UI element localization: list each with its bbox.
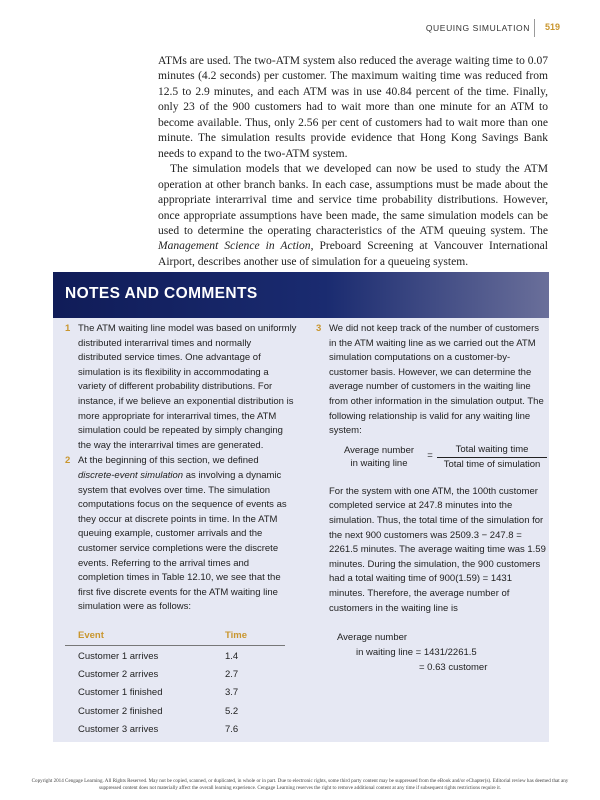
notes-header-band <box>53 272 549 318</box>
note-number: 2 <box>65 455 71 467</box>
event-cell: Customer 1 finished <box>78 687 163 699</box>
page-number: 519 <box>545 22 561 32</box>
header-divider <box>534 19 535 37</box>
note-text: We did not keep track of the number of customers in the ATM waiting line as we carried out the ATM simulation computations on a customer-by-customer basis. However, we can determine the average number of customers in the waiting line from other information in the simulation output. The following relationship is valid for any waiting line system: Average number in waiting line = $\frac{\text{Total waiting time}}{\text{Total time of simulation}}$ For the system with one ATM, the 100th customer completed service at 247.8 minutes into the simulation. Thus, the total time of the simulation for the next 900 customers was 2509.3 − 247.8 = 2261.5 minutes. The average waiting time was 1.59 minutes. During the simulation, the 900 customers had a total waiting time of 900(1.59) = 1431 minutes. Therefore, the average number of customers in the waiting line is Average number in waiting line = 1431/2261.5 = 0.63 customer <box>329 323 546 674</box>
note-item-1 <box>65 322 297 453</box>
column-header-time: Time <box>225 629 248 641</box>
book-section-title: Management Science in Action <box>158 240 311 253</box>
notes-left-column <box>65 322 297 737</box>
copyright-notice: Copyright 2014 Cengage Learning. All Rights Reserved. May not be copied, scanned, or duplicated, in whole or in part. Due to electronic rights, some third party content may be suppressed from the eBook and/or eChapter(s). Editorial review has deemed that any suppressed content does not materially affect the overall learning experience. Cengage Learning reserves the right to remove additional content at any time if subsequent rights restrictions require it. <box>31 778 569 791</box>
table-row <box>65 723 285 738</box>
fraction-denominator: Total time of simulation <box>443 458 541 470</box>
note-number: 1 <box>65 323 71 334</box>
note-item-3 <box>316 322 546 675</box>
fraction <box>437 443 547 471</box>
notes-title: NOTES AND COMMENTS <box>65 285 258 302</box>
average-calculation: Average number in waiting line = 1431/2261.5 = 0.63 customer <box>337 632 488 674</box>
events-table <box>65 629 285 738</box>
page-header <box>0 19 600 37</box>
notes-right-column <box>316 322 546 675</box>
table-header <box>65 629 285 647</box>
body-text <box>158 54 548 270</box>
column-header-event: Event <box>78 629 104 641</box>
time-cell: 3.7 <box>225 687 239 699</box>
table-row <box>65 668 285 683</box>
note-text-continued: For the system with one ATM, the 100th customer completed service at 247.8 minutes into the simulation. Thus, the total time of the simulation for the next 900 customers was 2509.3 − 247.8 = 2261.5 minutes. The average waiting time was 1.59 minutes. During the simulation, the 900 customers had a total waiting time of 900(1.59) = 1431 minutes. Therefore, the average number of customers in the waiting line is <box>329 485 546 614</box>
paragraph-1: ATMs are used. The two-ATM system also reduced the average waiting time to 0.07 minutes (4.2 seconds) per customer. The maximum waiting time was reduced from 12.5 to 2.9 minutes, and each ATM was in use 40.84 percent of the time. Finally, only 23 of the 900 customers had to wait more than one minute for an ATM to become available. Thus, only 2.56 per cent of customers had to wait more than one minute. The simulation results provide evidence that Hong Kong Savings Bank needs to expand to the two-ATM system. <box>158 55 548 160</box>
running-head: QUEUING SIMULATION <box>425 23 530 33</box>
waiting-line-formula: Average number in waiting line = $\frac{\text{Total waiting time}}{\text{Total time of simulation}}$ <box>335 443 547 471</box>
time-cell: 7.6 <box>225 723 239 735</box>
paragraph-2: The simulation models that we developed can now be used to study the ATM operation at other branch banks. In each case, assumptions must be made about the appropriate interarrival time and service time probability distributions. However, once appropriate assumptions have been made, the same simulation models can be used to determine the operating characteristics of the ATM queuing system. The Management Science in Action, Preboard Screening at Vancouver International Airport, describes another use of simulation for a queueing system. <box>158 163 548 268</box>
event-cell: Customer 2 arrives <box>78 669 159 681</box>
note-text: At the beginning of this section, we defined discrete-event simulation as involving a dynamic system that evolves over time. The simulation computations focus on the sequence of events as they occur at discrete points in time. In the ATM queuing example, customer arrivals and the customer service completions were the discrete events. Referring to the arrival times and completion times in Table 12.10, we see that the first five discrete events for the ATM waiting line simulation were as follows: <box>78 455 287 613</box>
event-cell: Customer 2 finished <box>78 705 163 717</box>
note-item-2 <box>65 454 297 615</box>
fraction-numerator: Total waiting time <box>437 443 547 458</box>
term-italic: discrete-event simulation <box>78 469 184 481</box>
note-text: The ATM waiting line model was based on uniformly distributed interarrival times and normally distributed service times. One advantage of simulation is its flexibility in accommodating a variety of different probability distributions. For instance, if we believe an exponential distribution is more appropriate for interarrival times, the ATM simulation could be repeated by simply changing the way the interarrival times are generated. <box>78 323 297 451</box>
event-cell: Customer 3 arrives <box>78 723 159 735</box>
table-row <box>65 686 285 701</box>
time-cell: 2.7 <box>225 669 239 681</box>
note-number: 3 <box>316 323 322 334</box>
time-cell: 5.2 <box>225 705 239 717</box>
event-cell: Customer 1 arrives <box>78 651 159 663</box>
time-cell: 1.4 <box>225 651 239 663</box>
notes-and-comments-box <box>53 272 549 742</box>
table-row <box>65 650 285 665</box>
table-row <box>65 705 285 720</box>
